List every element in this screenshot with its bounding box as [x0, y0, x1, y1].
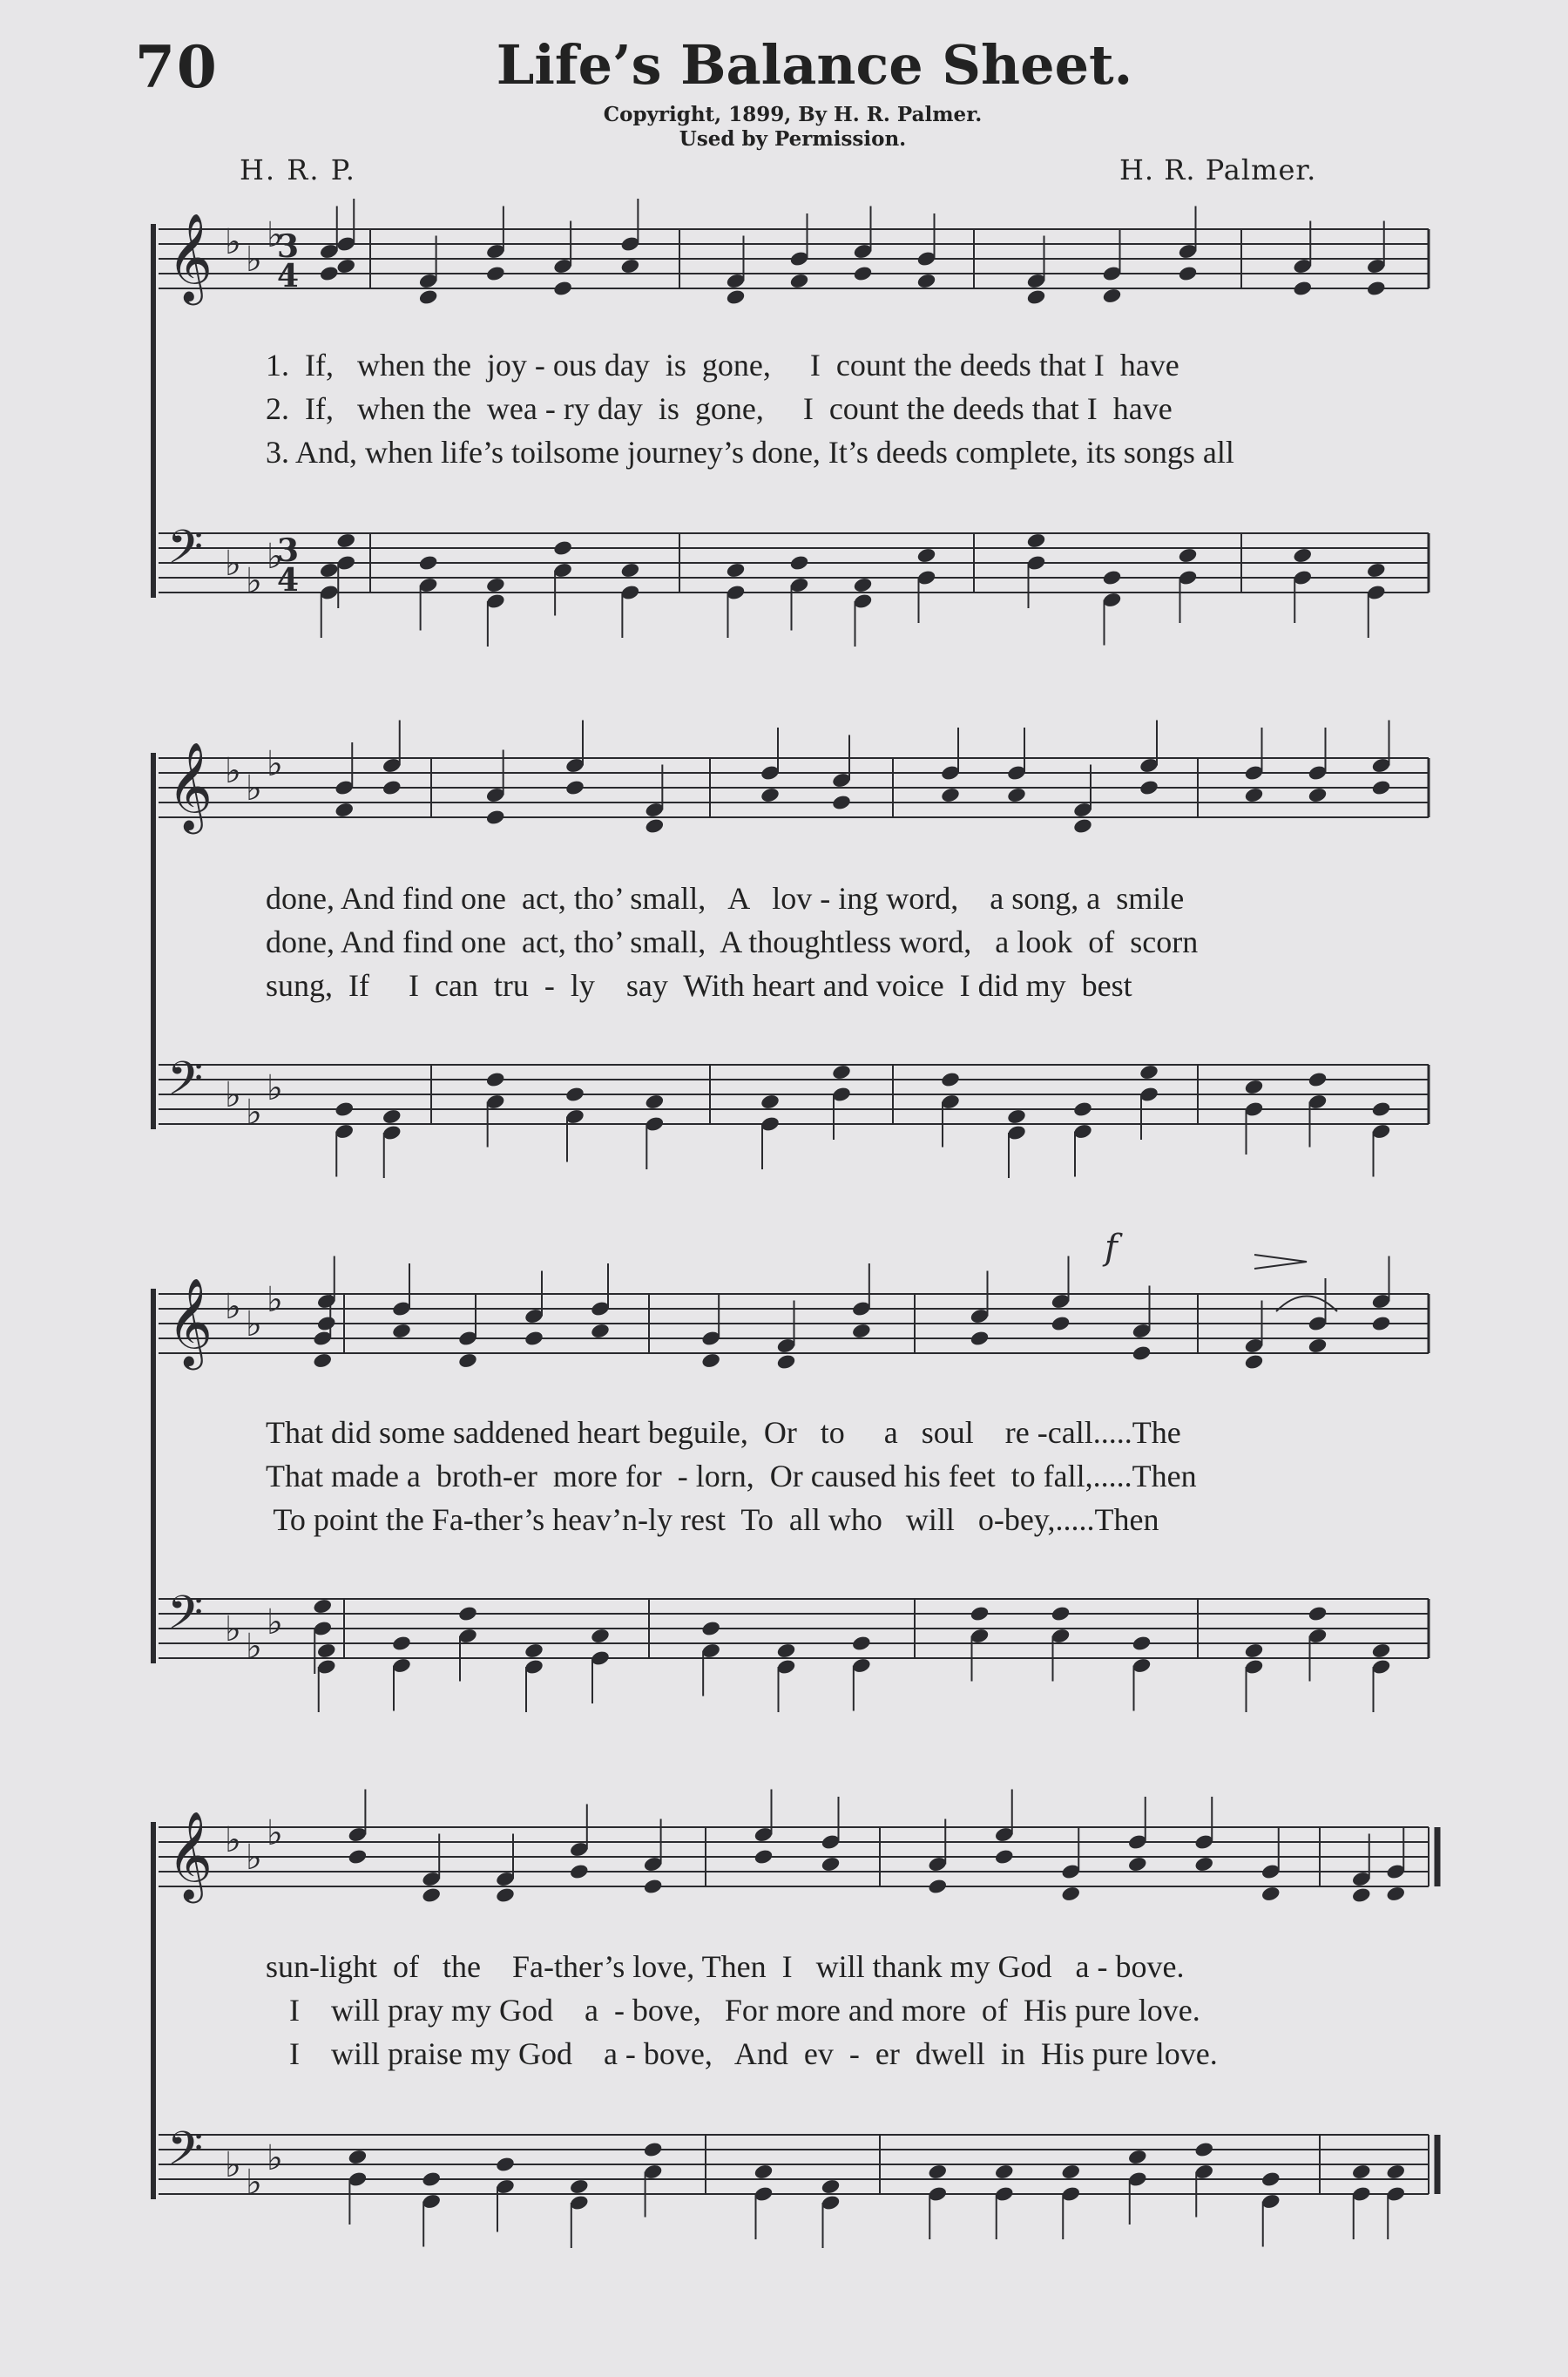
notehead [940, 1071, 961, 1088]
bass-clef-icon: 𝄢 [167, 1053, 204, 1117]
hymn-title: Life’s Balance Sheet. [496, 33, 1133, 97]
notehead [418, 288, 439, 306]
lyric-line-s3-v1: That did some saddened heart beguile, Or to a soul re -call.....The [266, 1415, 1181, 1450]
notehead [1292, 280, 1313, 297]
notehead [382, 1108, 402, 1126]
notehead [1178, 547, 1199, 565]
treble-clef-icon: 𝄞 [167, 212, 213, 301]
notehead [853, 265, 874, 282]
notehead [564, 1086, 585, 1103]
notehead [1351, 1886, 1372, 1904]
notehead [916, 273, 937, 290]
notehead [1244, 1642, 1265, 1660]
treble-clef-icon: 𝄞 [167, 1810, 213, 1900]
notehead [1006, 1108, 1027, 1126]
copyright-line: Copyright, 1899, By H. R. Palmer. [603, 103, 983, 126]
notehead [391, 1635, 412, 1652]
notehead [334, 1100, 355, 1118]
notehead [335, 258, 356, 275]
notehead [382, 779, 402, 796]
notehead [1366, 562, 1387, 579]
flat-icon: ♭ [267, 2138, 283, 2178]
notehead [1026, 288, 1047, 306]
notehead [569, 2178, 590, 2196]
notehead [831, 794, 852, 811]
notehead [994, 2164, 1015, 2181]
flat-icon: ♭ [225, 1075, 241, 1115]
notehead [319, 562, 340, 579]
notehead [590, 1323, 611, 1340]
notehead [348, 1848, 368, 1866]
notehead [1072, 1100, 1093, 1118]
notehead [1193, 1856, 1214, 1873]
flat-icon: ♭ [267, 744, 283, 784]
flat-icon: ♭ [225, 544, 241, 584]
notehead [1371, 779, 1392, 796]
lyric-line-s1-v2: 2. If, when the wea - ry day is gone, I count the deeds that I have [266, 391, 1173, 426]
notehead [1178, 265, 1199, 282]
notehead [312, 1598, 333, 1615]
notehead [643, 2141, 664, 2158]
notehead [851, 1323, 872, 1340]
notehead [524, 1642, 544, 1660]
forte-dynamic: f [1105, 1228, 1118, 1268]
notehead [1308, 1605, 1328, 1622]
notehead [970, 1330, 990, 1347]
bass-clef-icon: 𝄢 [167, 1587, 204, 1651]
notehead [1102, 569, 1123, 586]
notehead [1385, 2164, 1406, 2181]
notehead [1308, 1337, 1328, 1355]
flat-icon: ♭ [267, 1813, 283, 1853]
notehead [789, 554, 810, 572]
notehead [569, 1863, 590, 1880]
notehead [590, 1628, 611, 1645]
notehead [1132, 1344, 1152, 1362]
notehead [620, 258, 641, 275]
notehead [485, 265, 506, 282]
lyric-line-s1-v3: 3. And, when life’s toilsome journey’s done, It’s deeds complete, its songs all [266, 435, 1234, 470]
notehead [776, 1642, 797, 1660]
notehead [821, 1856, 841, 1873]
notehead [1308, 787, 1328, 804]
notehead [1060, 2164, 1081, 2181]
flat-icon: ♭ [267, 1602, 283, 1642]
notehead [552, 539, 573, 557]
notehead [927, 1878, 948, 1895]
notehead [776, 1353, 797, 1371]
flat-icon: ♭ [246, 769, 262, 809]
notehead [821, 2178, 841, 2196]
permission-line: Used by Permission. [679, 127, 907, 151]
notehead [312, 1352, 333, 1370]
notehead [348, 2149, 368, 2166]
notehead [1102, 288, 1123, 305]
notehead [457, 1605, 478, 1622]
notehead [789, 273, 810, 290]
notehead [645, 817, 666, 835]
notehead [485, 577, 506, 594]
flat-icon: ♭ [225, 751, 241, 791]
notehead [970, 1605, 990, 1622]
flat-icon: ♭ [246, 1838, 262, 1878]
page-number: 70 [135, 33, 219, 101]
notehead [760, 1094, 781, 1111]
time-signature-bottom: 4 [277, 562, 300, 599]
notehead [1244, 1079, 1265, 1096]
treble-clef-icon: 𝄞 [167, 741, 213, 830]
flat-icon: ♭ [267, 537, 283, 577]
notehead [495, 1886, 516, 1904]
notehead [1139, 779, 1159, 796]
flat-icon: ♭ [225, 1609, 241, 1649]
composer-credit: H. R. Palmer. [1119, 153, 1317, 186]
notehead [1385, 1886, 1406, 1903]
lyric-line-s4-v1: sun-light of the Fa-ther’s love, Then I will thank my God a - bove. [266, 1949, 1185, 1984]
notehead [726, 562, 747, 579]
notehead [1371, 1315, 1392, 1332]
lyric-line-s4-v2: I will pray my God a - bove, For more and more of His pure love. [266, 1993, 1200, 2028]
flat-icon: ♭ [246, 561, 262, 601]
notehead [1260, 1886, 1281, 1903]
flat-icon: ♭ [246, 1093, 262, 1133]
flat-icon: ♭ [246, 1627, 262, 1667]
flat-icon: ♭ [246, 240, 262, 280]
notehead [620, 562, 641, 579]
lyric-line-s4-v3: I will praise my God a - bove, And ev - er dwell in His pure love. [266, 2036, 1218, 2071]
notehead [940, 787, 961, 804]
notehead [700, 1620, 721, 1637]
lyric-line-s2-v3: sung, If I can tru - ly say With heart and voice I did my best [266, 968, 1132, 1003]
lyricist-credit: H. R. P. [240, 153, 356, 186]
notehead [645, 1094, 666, 1111]
flat-icon: ♭ [225, 222, 241, 262]
notehead [1292, 547, 1313, 565]
flat-icon: ♭ [246, 2163, 262, 2203]
notehead [1371, 1100, 1392, 1118]
lyric-line-s2-v2: done, And find one act, tho’ small, A thoughtless word, a look of scorn [266, 924, 1199, 959]
notehead [1193, 2141, 1214, 2158]
lyric-line-s1-v1: 1. If, when the joy - ous day is gone, I count the deeds that I have [266, 348, 1179, 383]
flat-icon: ♭ [246, 1304, 262, 1344]
notehead [643, 1878, 664, 1895]
notehead [418, 554, 439, 572]
notehead [1260, 2170, 1281, 2188]
bass-clef-icon: 𝄢 [167, 521, 204, 586]
treble-clef-icon: 𝄞 [167, 1277, 213, 1366]
flat-icon: ♭ [267, 1280, 283, 1320]
notehead [457, 1352, 478, 1370]
notehead [564, 779, 585, 796]
notehead [316, 1315, 337, 1332]
notehead [552, 280, 573, 297]
notehead [334, 802, 355, 819]
notehead [1351, 2164, 1372, 2181]
notehead [1139, 1064, 1159, 1081]
notehead [391, 1323, 412, 1340]
accent-icon [1254, 1255, 1307, 1269]
notehead [851, 1635, 872, 1652]
flat-icon: ♭ [225, 2145, 241, 2185]
notehead [1371, 1642, 1392, 1660]
flat-icon: ♭ [267, 215, 283, 255]
flat-icon: ♭ [225, 1820, 241, 1860]
notehead [916, 547, 937, 565]
notehead [524, 1330, 544, 1347]
notehead [1308, 1071, 1328, 1088]
bass-clef-icon: 𝄢 [167, 2123, 204, 2187]
notehead [421, 2170, 442, 2188]
notehead [760, 787, 781, 804]
lyric-line-s3-v3: To point the Fa-ther’s heav’n-ly rest To all who will o-bey,.....Then [266, 1502, 1159, 1537]
notehead [1060, 1886, 1081, 1903]
notehead [316, 1642, 337, 1660]
notehead [485, 1071, 506, 1088]
notehead [754, 2164, 774, 2181]
notehead [1026, 532, 1047, 550]
notehead [726, 288, 747, 306]
notehead [495, 2156, 516, 2173]
notehead [994, 1848, 1015, 1866]
notehead [754, 1848, 774, 1866]
notehead [1072, 817, 1093, 835]
flat-icon: ♭ [267, 1068, 283, 1108]
notehead [319, 265, 340, 282]
notehead [421, 1886, 442, 1904]
notehead [335, 532, 356, 550]
notehead [1244, 1353, 1265, 1371]
notehead [1127, 2149, 1148, 2166]
notehead [1051, 1605, 1071, 1622]
notehead [1132, 1635, 1152, 1652]
flat-icon: ♭ [225, 1287, 241, 1327]
time-signature-bottom: 4 [277, 258, 300, 295]
lyric-line-s2-v1: done, And find one act, tho’ small, A lov - ing word, a song, a smile [266, 881, 1185, 916]
lyric-line-s3-v2: That made a broth-er more for - lorn, Or caused his feet to fall,.....Then [266, 1459, 1197, 1493]
notehead [1006, 787, 1027, 804]
notehead [700, 1352, 721, 1370]
notehead [1051, 1315, 1071, 1332]
notehead [1366, 280, 1387, 297]
notehead [853, 577, 874, 594]
time-signature-top: 3 [277, 532, 300, 569]
time-signature-top: 3 [277, 228, 300, 265]
notehead [485, 809, 506, 826]
notehead [1244, 787, 1265, 804]
notehead [1127, 1856, 1148, 1873]
notehead [831, 1064, 852, 1081]
notehead [927, 2164, 948, 2181]
